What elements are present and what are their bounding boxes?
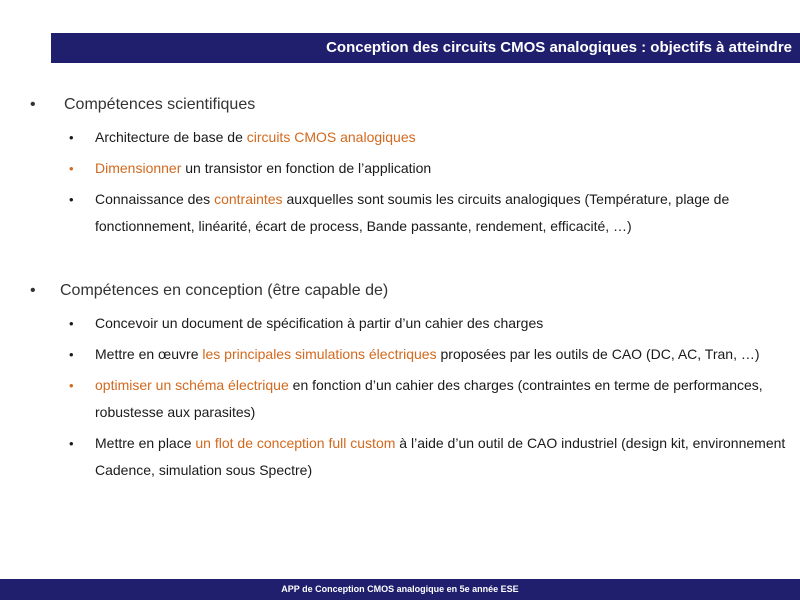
list-item — [0, 310, 800, 337]
item-text: Architecture de base de — [95, 129, 247, 145]
item-highlight: un flot de conception full custom — [195, 435, 396, 451]
bullet-icon: • — [30, 282, 36, 299]
bullet-icon: • — [69, 378, 74, 393]
item-text: proposées par les outils de CAO (DC, AC, Tran, …) — [436, 346, 760, 362]
item-text: en fonction d’un cahier des charges (contraintes en terme de performances, robustesse aux parasites) — [95, 377, 763, 420]
slide-title: Conception des circuits CMOS analogiques : objectifs à atteindre — [51, 33, 800, 63]
item-text: Connaissance des — [95, 191, 215, 207]
item-text: Concevoir un document de spécification à partir d’un cahier des charges — [95, 315, 544, 331]
section-heading-label: Compétences en conception (être capable de) — [60, 282, 389, 299]
bullet-icon: • — [69, 347, 74, 362]
section-heading — [0, 94, 800, 116]
item-text: un transistor en fonction de l’application — [181, 160, 432, 176]
bullet-icon: • — [69, 436, 74, 451]
section-heading — [0, 280, 800, 302]
bullet-icon: • — [69, 192, 74, 207]
bullet-icon: • — [69, 316, 74, 331]
list-item — [0, 186, 800, 240]
item-text: à l’aide d’un outil de CAO industriel (design kit, environnement Cadence, simulation sous Spectre) — [95, 435, 786, 478]
section-scientific — [0, 94, 800, 240]
list-item — [0, 430, 800, 484]
list-item — [0, 124, 800, 151]
item-text: Mettre en place — [95, 435, 196, 451]
list-item — [0, 372, 800, 426]
item-text: auxquelles sont soumis les circuits analogiques (Température, plage de fonctionnement, linéarité, écart de process, Bande passante, rendement, efficacité, …) — [95, 191, 730, 234]
section-heading-label: Compétences scientifiques — [64, 96, 256, 113]
item-highlight: les principales simulations électriques — [202, 346, 437, 362]
item-highlight: optimiser un schéma électrique — [95, 377, 289, 393]
bullet-icon: • — [30, 96, 36, 113]
section-design — [0, 280, 800, 484]
item-highlight: contraintes — [214, 191, 283, 207]
item-highlight: circuits CMOS analogiques — [246, 129, 416, 145]
item-text: Mettre en œuvre — [95, 346, 203, 362]
list-item — [0, 341, 800, 368]
list-item — [0, 155, 800, 182]
bullet-icon: • — [69, 161, 74, 176]
item-highlight: Dimensionner — [95, 160, 182, 176]
bullet-icon: • — [69, 130, 74, 145]
slide-footer: APP de Conception CMOS analogique en 5e année ESE — [0, 579, 800, 600]
